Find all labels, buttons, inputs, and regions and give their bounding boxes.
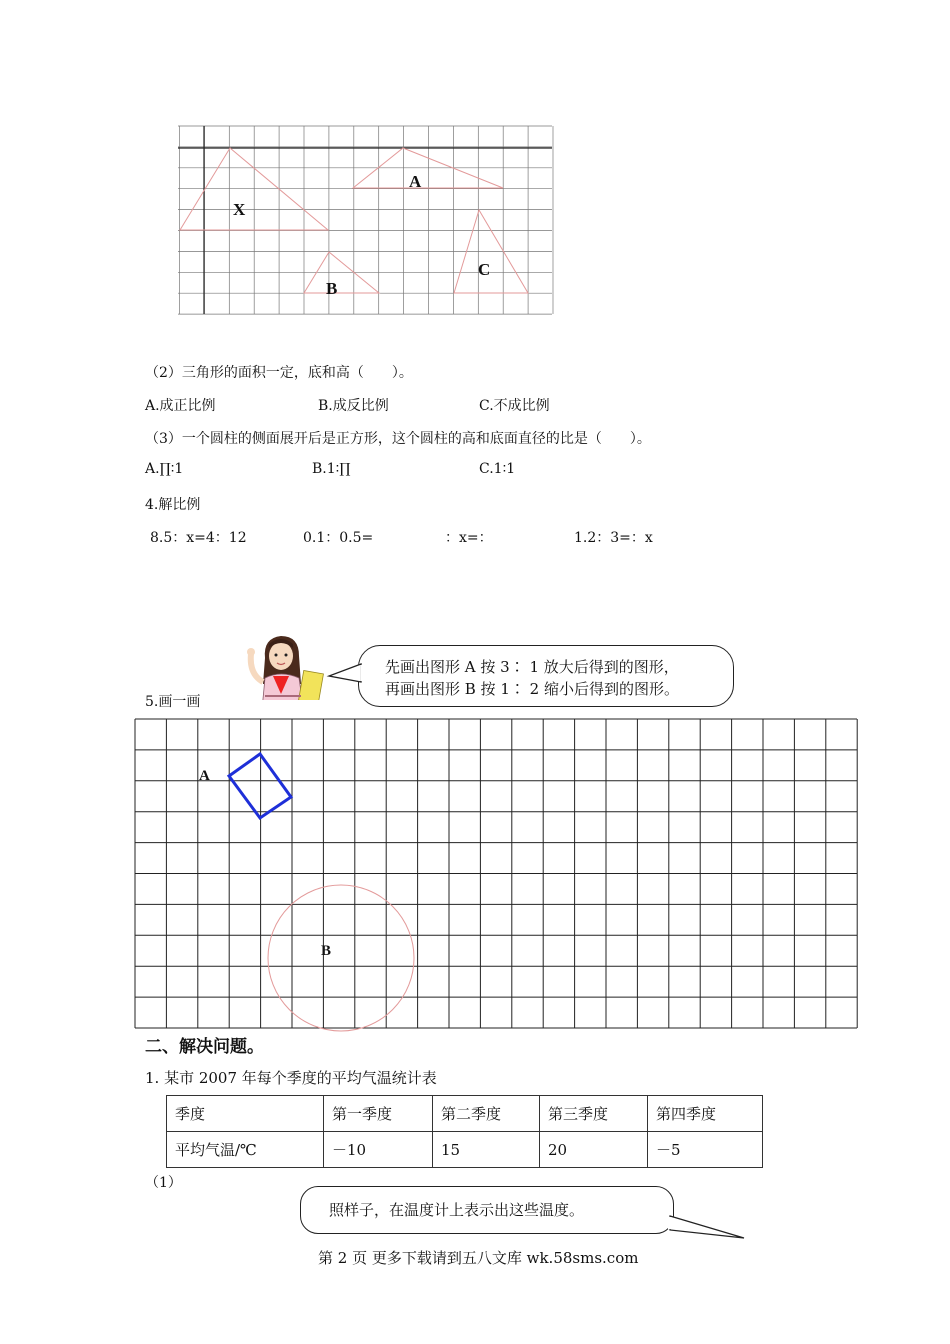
table-header-cell: 第三季度	[540, 1096, 648, 1132]
table-header-cell: 第一季度	[324, 1096, 433, 1132]
table-cell: 20	[540, 1132, 648, 1168]
section-2-heading: 二、解决问题。	[145, 1037, 264, 1057]
thermometer-bubble-tail	[668, 1212, 748, 1242]
table-header-row	[167, 1096, 763, 1132]
q4-equation-1: 8.5：x=4：12	[150, 530, 247, 546]
table-cell: －10	[324, 1132, 433, 1168]
table-header-cell: 第四季度	[648, 1096, 763, 1132]
grid-lines	[178, 126, 553, 314]
label-x: X	[233, 200, 246, 219]
triangle-grid-figure	[0, 0, 950, 330]
table-row-label: 平均气温/℃	[167, 1132, 324, 1168]
table-cell: －5	[648, 1132, 763, 1168]
label-a: A	[409, 172, 422, 191]
label-shape-a: A	[199, 768, 210, 784]
q4-equation-3: ：x=：	[445, 530, 493, 546]
q2-option-c: C.不成比例	[479, 398, 550, 414]
q4-equation-2: 0.1：0.5=	[303, 530, 374, 546]
q4-equation-4: 1.2：3=：x	[574, 530, 653, 546]
thermometer-speech-bubble	[300, 1186, 674, 1234]
q3-option-a: A.∏∶1	[145, 461, 184, 477]
label-c: C	[478, 260, 491, 279]
q4-title: 4.解比例	[145, 497, 201, 513]
table-row	[167, 1132, 763, 1168]
drawing-grid-figure	[0, 700, 950, 1040]
thermometer-speech-text: 照样子，在温度计上表示出这些温度。	[329, 1201, 585, 1219]
table-header-cell: 季度	[167, 1096, 324, 1132]
q5-speech-line-1: 先画出图形 A 按 3∶ 1 放大后得到的图形，	[385, 658, 679, 676]
table-header-cell: 第二季度	[433, 1096, 540, 1132]
q3-option-b: B.1∶∏	[312, 461, 351, 477]
shape-a-rectangle	[229, 754, 291, 818]
q3-option-c: C.1∶1	[479, 461, 516, 477]
label-b: B	[326, 279, 338, 298]
table-cell: 15	[433, 1132, 540, 1168]
q2-option-b: B.成反比例	[318, 398, 389, 414]
q3-stem: （3）一个圆柱的侧面展开后是正方形，这个圆柱的高和底面直径的比是（ ）。	[145, 431, 651, 447]
q2-option-a: A.成正比例	[145, 398, 216, 414]
q5-bubble-tail	[325, 660, 365, 690]
section-2-sub-1: （1）	[145, 1175, 182, 1191]
page-footer: 第 2 页 更多下载请到五八文库 wk.58sms.com	[318, 1249, 639, 1267]
shape-b-circle	[268, 885, 414, 1031]
q5-title: 5.画一画	[145, 694, 201, 710]
label-shape-b: B	[321, 943, 332, 959]
q2-stem: （2）三角形的面积一定，底和高（ ）。	[145, 365, 413, 381]
section-2-item-1-title: 1. 某市 2007 年每个季度的平均气温统计表	[145, 1069, 437, 1087]
temperature-table	[166, 1095, 763, 1168]
q5-speech-line-2: 再画出图形 B 按 1∶ 2 缩小后得到的图形。	[385, 680, 679, 698]
q5-speech-bubble	[358, 645, 734, 707]
